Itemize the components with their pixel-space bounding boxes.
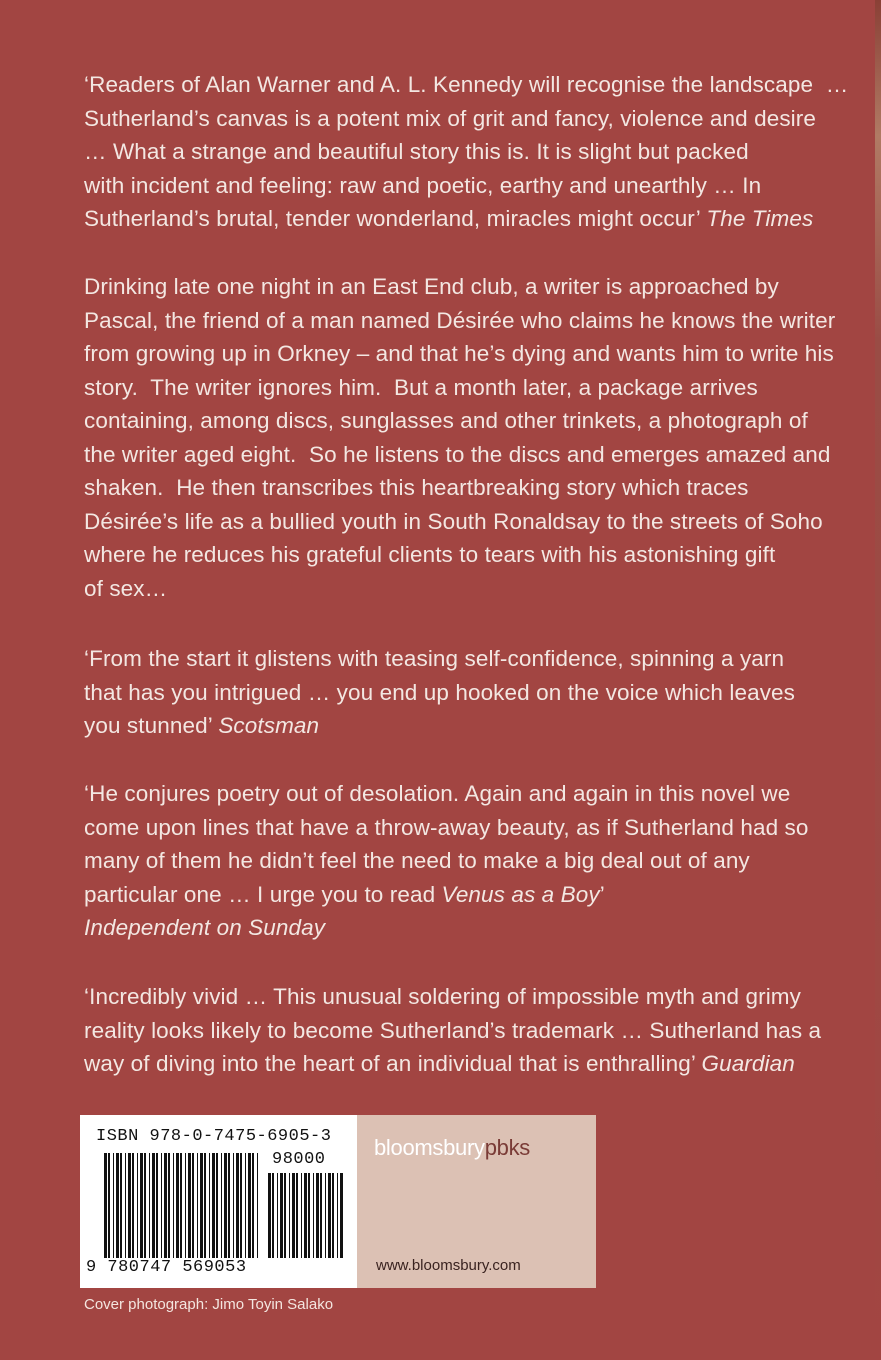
barcode-bar — [168, 1153, 170, 1258]
barcode-bar — [257, 1153, 258, 1258]
text-line — [84, 1047, 821, 1081]
barcode-bar — [245, 1153, 246, 1258]
text-line: come upon lines that have a throw-away beauty, as if Sutherland had so — [84, 814, 809, 840]
text-fragment: ’ — [599, 881, 605, 907]
barcode-bar — [252, 1153, 254, 1258]
barcode-bar — [180, 1153, 182, 1258]
barcode-bar — [104, 1153, 107, 1258]
barcode-bar — [284, 1173, 286, 1258]
barcode-bar — [280, 1173, 283, 1258]
barcode-bar — [328, 1173, 331, 1258]
barcode-bar — [224, 1153, 227, 1258]
text-line: many of them he didn’t feel the need to make a big deal out of any — [84, 848, 750, 873]
barcode-bar — [197, 1153, 198, 1258]
barcode-bar — [340, 1173, 343, 1258]
barcode-bar — [149, 1153, 150, 1258]
barcode-bar — [108, 1153, 110, 1258]
text-line: ‘Readers of Alan Warner and A. L. Kennedy will recognise the landscape … — [84, 72, 849, 97]
barcode-bar — [161, 1153, 162, 1258]
text-line — [84, 709, 795, 743]
publisher-panel — [357, 1115, 596, 1288]
text-line — [84, 202, 848, 236]
barcode-bar — [228, 1153, 230, 1258]
barcode-bar — [308, 1173, 310, 1258]
review-source: The Times — [706, 206, 814, 231]
review-source: Independent on Sunday — [84, 915, 326, 940]
barcode-bar — [292, 1173, 295, 1258]
barcode-bar — [185, 1153, 186, 1258]
text-line: Désirée’s life as a bullied youth in South Ronaldsay to the streets of Soho — [84, 508, 823, 534]
barcode-bar — [209, 1153, 210, 1258]
barcode-bar — [272, 1173, 274, 1258]
barcode-bar — [296, 1173, 298, 1258]
review-times — [84, 68, 848, 236]
logo-main: bloomsbury — [374, 1135, 485, 1160]
barcode-bar — [176, 1153, 179, 1258]
barcode-bar — [144, 1153, 146, 1258]
barcode-bar — [164, 1153, 167, 1258]
review-source: Scotsman — [218, 713, 320, 738]
text-line: ‘From the start it glistens with teasing self-confidence, spinning a yarn — [84, 646, 785, 671]
text-line: Pascal, the friend of a man named Désirée who claims he knows the writer — [84, 307, 836, 333]
text-line: shaken. He then transcribes this heartbreaking story which traces — [84, 475, 749, 500]
barcode-bar — [320, 1173, 322, 1258]
text-line: story. The writer ignores him. But a month later, a package arrives — [84, 374, 758, 400]
logo-suffix: pbks — [484, 1135, 530, 1160]
barcode-bar — [152, 1153, 155, 1258]
barcode-bar — [240, 1153, 242, 1258]
text-line: that has you intrigued … you end up hooked on the voice which leaves — [84, 679, 796, 705]
barcode-bar — [140, 1153, 143, 1258]
barcode-bar — [113, 1153, 114, 1258]
text-line: ‘He conjures poetry out of desolation. Again and again in this novel we — [84, 781, 791, 806]
barcode-bar — [313, 1173, 314, 1258]
barcode-bar — [289, 1173, 290, 1258]
barcode-bar — [332, 1173, 334, 1258]
publisher-logo — [374, 1135, 530, 1161]
text-line: from growing up in Orkney – and that he’s dying and wants him to write his — [84, 341, 834, 366]
review-independent — [84, 777, 809, 945]
addon-digits: 98000 — [272, 1150, 326, 1169]
cover-edge-strip — [875, 0, 881, 1360]
barcode-bar — [188, 1153, 191, 1258]
review-guardian — [84, 980, 821, 1081]
barcode-bar — [173, 1153, 174, 1258]
barcode-bar — [137, 1153, 138, 1258]
text-line: the writer aged eight. So he listens to the discs and emerges amazed and — [84, 441, 831, 467]
text-line: ‘Incredibly vivid … This unusual soldering of impossible myth and grimy — [84, 984, 801, 1009]
text-fragment: you stunned’ — [84, 713, 219, 738]
text-line: Drinking late one night in an East End club, a writer is approached by — [84, 274, 779, 299]
barcode-bar — [216, 1153, 218, 1258]
publisher-url[interactable]: www.bloomsbury.com — [376, 1257, 521, 1274]
text-fragment: particular one … I urge you to read — [84, 881, 442, 907]
barcode-bar — [277, 1173, 278, 1258]
barcode-bar — [304, 1173, 307, 1258]
text-line: containing, among discs, sunglasses and other trinkets, a photograph of — [84, 408, 808, 433]
text-line: Sutherland’s canvas is a potent mix of grit and fancy, violence and desire — [84, 105, 816, 131]
barcode-bar — [192, 1153, 194, 1258]
barcode-bar — [116, 1153, 119, 1258]
text-line: where he reduces his grateful clients to tears with his astonishing gift — [84, 542, 776, 567]
barcode-bar — [132, 1153, 134, 1258]
barcode-bar — [316, 1173, 319, 1258]
barcode-bar — [120, 1153, 122, 1258]
isbn-label: ISBN 978-0-7475-6905-3 — [96, 1127, 332, 1146]
barcode-bar — [301, 1173, 302, 1258]
barcode-bar — [200, 1153, 203, 1258]
barcode-bar — [325, 1173, 326, 1258]
barcode-bar — [337, 1173, 338, 1258]
barcode-bar — [248, 1153, 251, 1258]
barcode-bar — [125, 1153, 126, 1258]
barcode-bar — [156, 1153, 158, 1258]
review-scotsman — [84, 642, 795, 743]
photo-credit: Cover photograph: Jimo Toyin Salako — [84, 1296, 334, 1313]
text-line: of sex… — [84, 575, 168, 601]
ean-digits: 9 780747 569053 — [86, 1258, 247, 1277]
book-title: Venus as a Boy — [441, 881, 600, 907]
synopsis — [84, 270, 835, 605]
text-fragment: Sutherland’s brutal, tender wonderland, miracles might occur’ — [84, 206, 707, 231]
barcode-bar — [236, 1153, 239, 1258]
barcode-bar — [233, 1153, 234, 1258]
text-line: reality looks likely to become Sutherland’s trademark … Sutherland has a — [84, 1017, 822, 1043]
barcode-bar — [204, 1153, 206, 1258]
text-fragment: way of diving into the heart of an individual that is enthralling’ — [84, 1051, 702, 1076]
barcode-bar — [268, 1173, 271, 1258]
barcode-panel — [80, 1115, 357, 1288]
barcode-bar — [212, 1153, 215, 1258]
review-source: Guardian — [701, 1051, 795, 1076]
barcode-bar — [221, 1153, 222, 1258]
text-line — [84, 878, 809, 912]
text-line: with incident and feeling: raw and poetic, earthy and unearthly … In — [84, 172, 762, 198]
barcode-bar — [128, 1153, 131, 1258]
text-line: … What a strange and beautiful story this is. It is slight but packed — [84, 139, 749, 164]
